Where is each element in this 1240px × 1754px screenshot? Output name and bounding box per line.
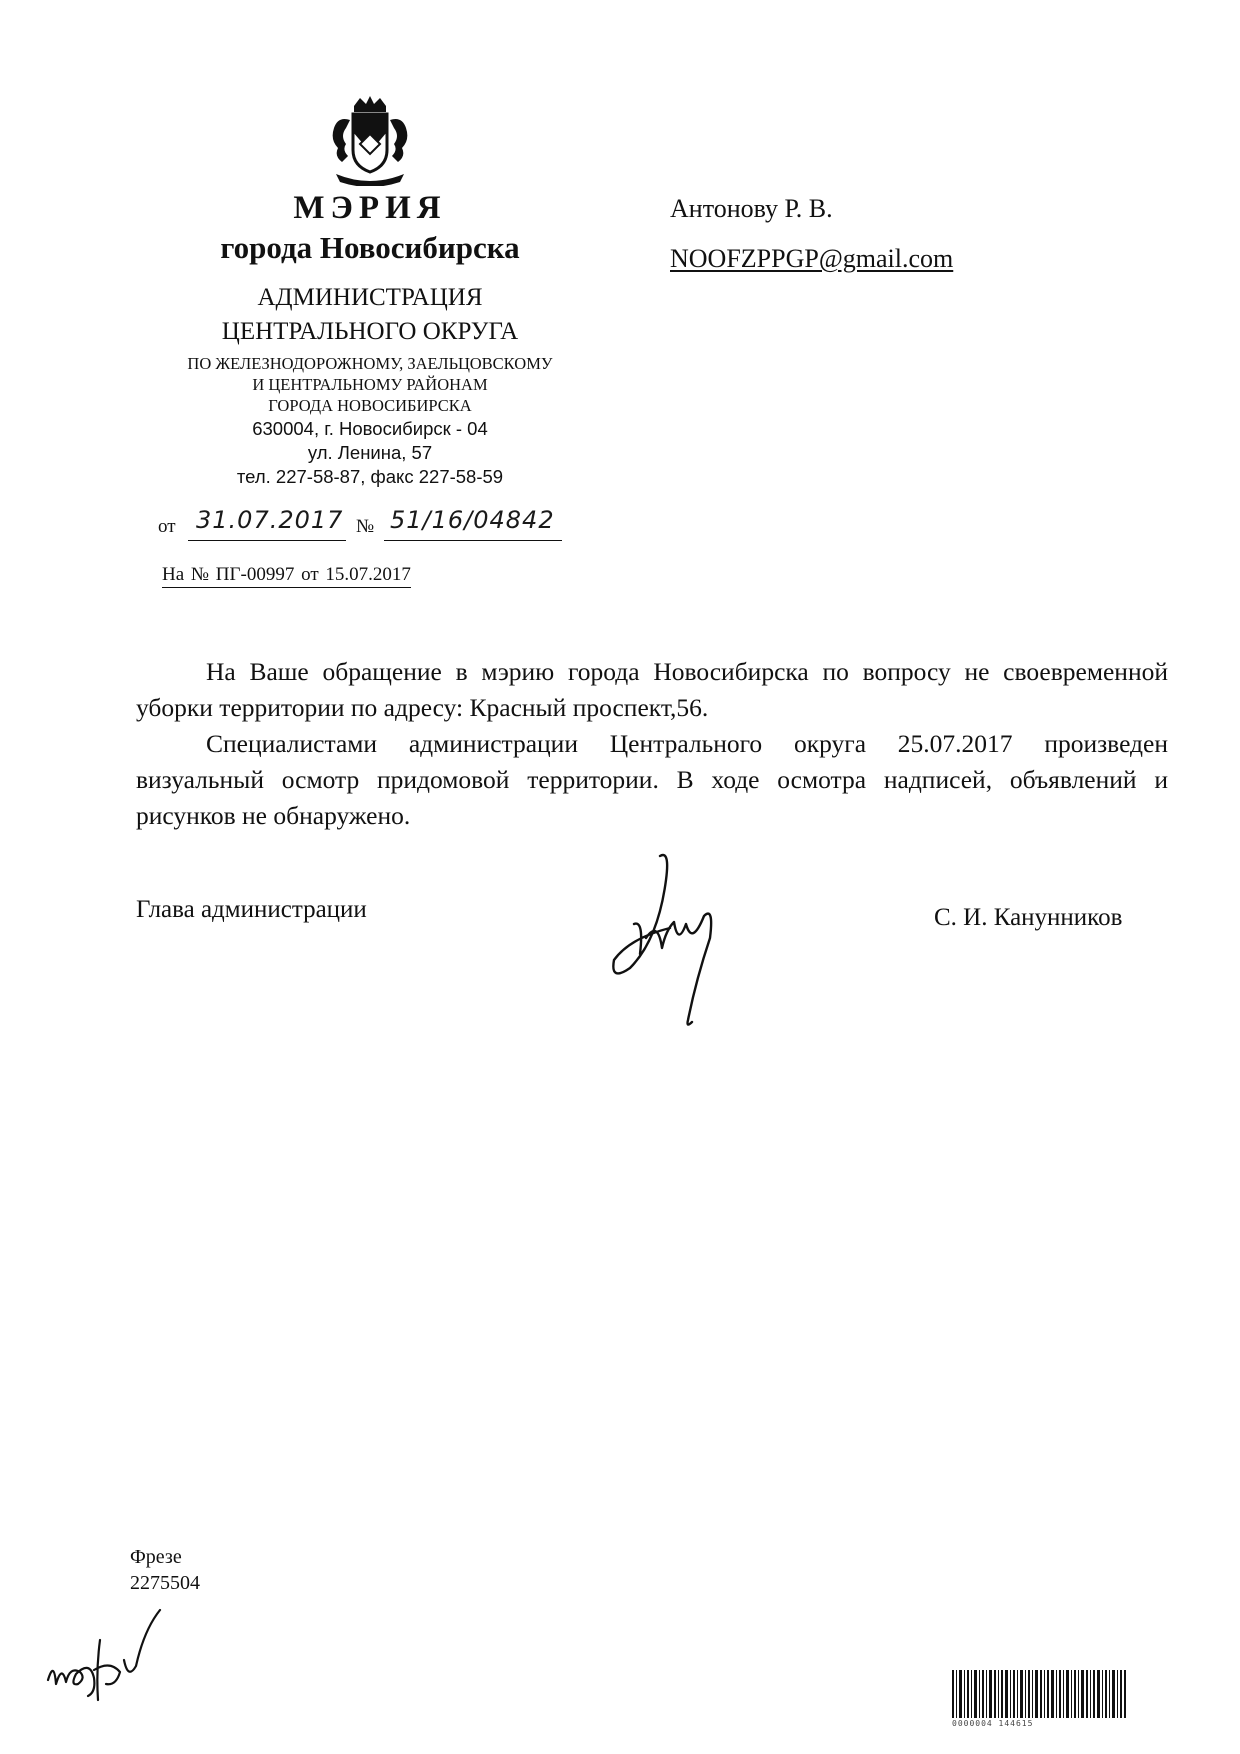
city-name: города Новосибирска	[220, 230, 520, 265]
districts-line3: ГОРОДА НОВОСИБИРСКА	[268, 396, 472, 415]
department-line2: ЦЕНТРАЛЬНОГО ОКРУГА	[221, 318, 519, 345]
number-underline	[384, 540, 562, 541]
number-label: №	[356, 516, 375, 537]
signatory-title: Глава администрации	[136, 896, 367, 923]
body-paragraph: Специалистами администрации Центрального округа 25.07.2017 произведен визуальный осмотр придомовой территории. В ходе осмотра надписей, объявлений и рисунков не обнаружено.	[136, 729, 1168, 830]
body-paragraph: На Ваше обращение в мэрию города Новосибирска по вопросу не своевременной уборки территории по адресу: Красный проспект,56.	[136, 657, 1168, 722]
postal-address: 630004, г. Новосибирск - 04	[252, 418, 488, 439]
districts-line1: ПО ЖЕЛЕЗНОДОРОЖНОМУ, ЗАЕЛЬЦОВСКОМУ	[187, 354, 553, 373]
barcode-number: 0000004 144615	[952, 1719, 1034, 1728]
reply-reference: На № ПГ-00997 от 15.07.2017	[162, 564, 411, 588]
barcode	[950, 1670, 1130, 1718]
letter-body	[136, 654, 1168, 834]
organization-name: МЭРИЯ	[293, 190, 447, 226]
handwritten-number: 51/16/04842	[390, 506, 555, 534]
executor-phone: 2275504	[130, 1572, 200, 1594]
handwritten-signature	[600, 850, 790, 1030]
signatory-name: С. И. Канунников	[934, 904, 1123, 931]
street-address: ул. Ленина, 57	[307, 442, 433, 463]
addressee-name: Антонову Р. В.	[670, 194, 833, 223]
date-label: от	[158, 516, 176, 537]
handwritten-initials	[40, 1600, 180, 1710]
districts-line2: И ЦЕНТРАЛЬНОМУ РАЙОНАМ	[252, 375, 488, 394]
executor-name: Фрезе	[130, 1546, 182, 1568]
department-line1: АДМИНИСТРАЦИЯ	[257, 284, 483, 311]
date-underline	[188, 540, 346, 541]
city-coat-of-arms-icon	[320, 96, 420, 186]
handwritten-date: 31.07.2017	[196, 506, 344, 534]
addressee-email[interactable]: NOOFZPPGP@gmail.com	[670, 244, 954, 273]
phone-fax: тел. 227-58-87, факс 227-58-59	[236, 466, 504, 487]
